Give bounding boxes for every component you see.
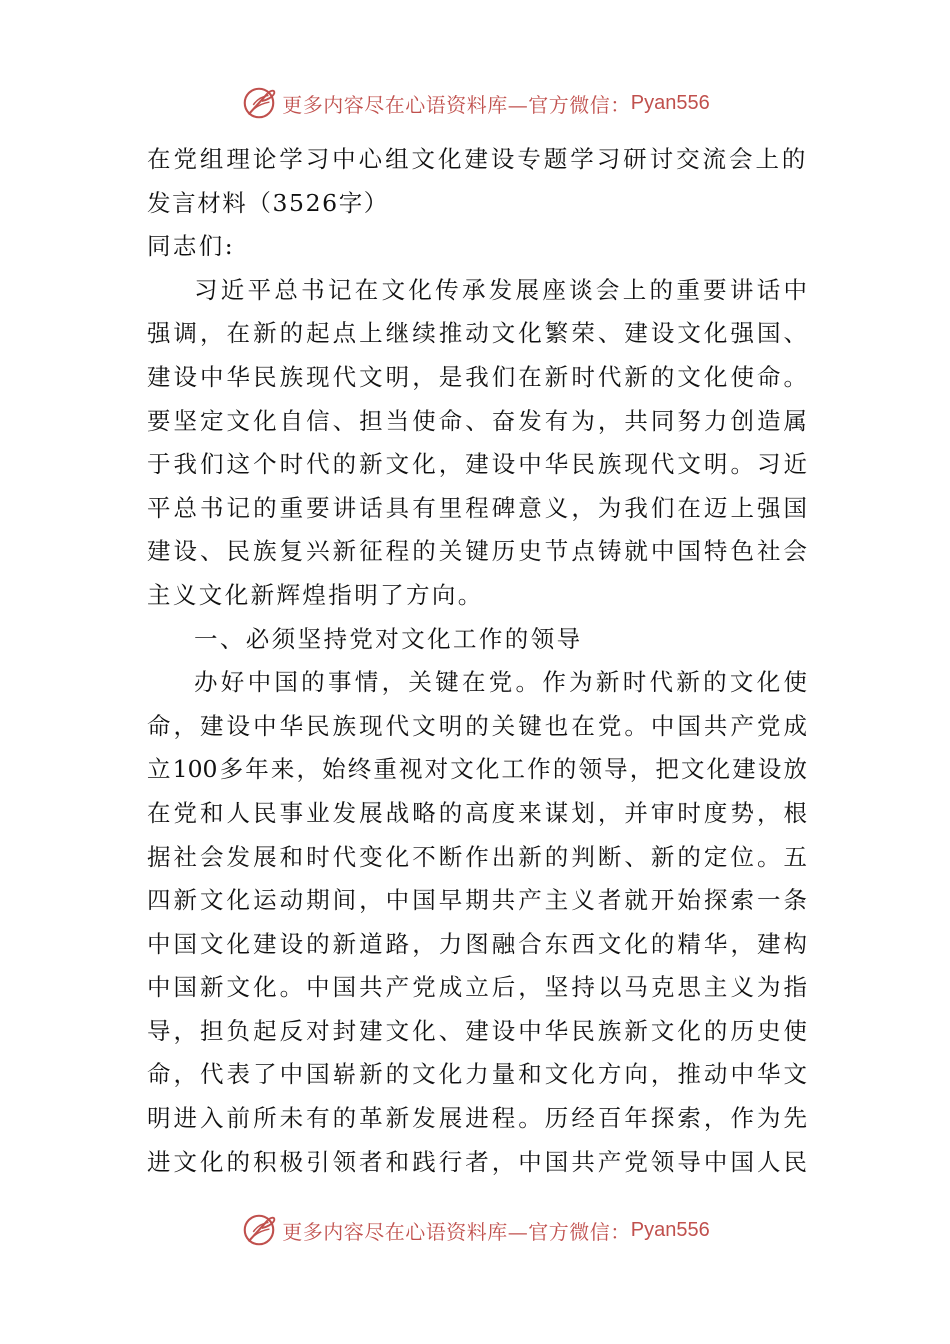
paragraph-line: 办好中国的事情，关键在党。作为新时代新的文化使 <box>194 668 807 697</box>
paragraph-line: 命，代表了中国崭新的文化力量和文化方向，推动中华文 <box>147 1060 807 1089</box>
watermark-footer <box>0 1205 950 1255</box>
paragraph-line: 主义文化新辉煌指明了方向。 <box>147 580 484 609</box>
watermark-wechat-id: Pyan556 <box>630 1218 710 1241</box>
paragraph-line: 据社会发展和时代变化不断作出新的判断、新的定位。五 <box>147 842 807 871</box>
quill-logo-icon <box>240 84 278 122</box>
paragraph-line: 建设中华民族现代文明，是我们在新时代新的文化使命。 <box>147 362 807 391</box>
watermark-header <box>0 78 950 128</box>
watermark-wechat-id: Pyan556 <box>630 91 710 114</box>
document-body <box>147 138 807 1184</box>
paragraph-line: 中国新文化。中国共产党成立后，坚持以马克思主义为指 <box>147 973 807 1002</box>
paragraph-line: 进文化的积极引领者和践行者，中国共产党领导中国人民 <box>147 1147 807 1176</box>
paragraph-line: 立100多年来，始终重视对文化工作的领导，把文化建设放 <box>147 755 807 784</box>
paragraph-line: 习近平总书记在文化传承发展座谈会上的重要讲话中 <box>194 275 807 304</box>
paragraph-line: 强调，在新的起点上继续推动文化繁荣、建设文化强国、 <box>147 319 807 348</box>
salutation: 同志们: <box>147 232 236 261</box>
section-heading: 一、必须坚持党对文化工作的领导 <box>194 624 583 653</box>
paragraph-line: 在党和人民事业发展战略的高度来谋划，并审时度势，根 <box>147 798 807 827</box>
document-title-line: 在党组理论学习中心组文化建设专题学习研讨交流会上的 <box>147 145 807 173</box>
paragraph-line: 命，建设中华民族现代文明的关键也在党。中国共产党成 <box>147 711 807 740</box>
paragraph-line: 四新文化运动期间，中国早期共产主义者就开始探索一条 <box>147 886 807 915</box>
paragraph-line: 明进入前所未有的革新发展进程。历经百年探索，作为先 <box>147 1104 807 1133</box>
paragraph-line: 导，担负起反对封建文化、建设中华民族新文化的历史使 <box>147 1016 807 1045</box>
paragraph-line: 平总书记的重要讲话具有里程碑意义，为我们在迈上强国 <box>147 493 807 522</box>
paragraph-line: 中国文化建设的新道路，力图融合东西文化的精华，建构 <box>147 929 807 958</box>
paragraph-line: 于我们这个时代的新文化，建设中华民族现代文明。习近 <box>147 450 807 479</box>
watermark-text: 更多内容尽在心语资料库—官方微信： <box>282 92 631 117</box>
quill-logo-icon <box>240 1211 278 1249</box>
watermark-text: 更多内容尽在心语资料库—官方微信： <box>282 1219 631 1244</box>
document-title-line: 发言材料（3526字） <box>147 188 389 217</box>
paragraph-line: 要坚定文化自信、担当使命、奋发有为，共同努力创造属 <box>147 406 807 435</box>
paragraph-line: 建设、民族复兴新征程的关键历史节点铸就中国特色社会 <box>147 537 807 566</box>
